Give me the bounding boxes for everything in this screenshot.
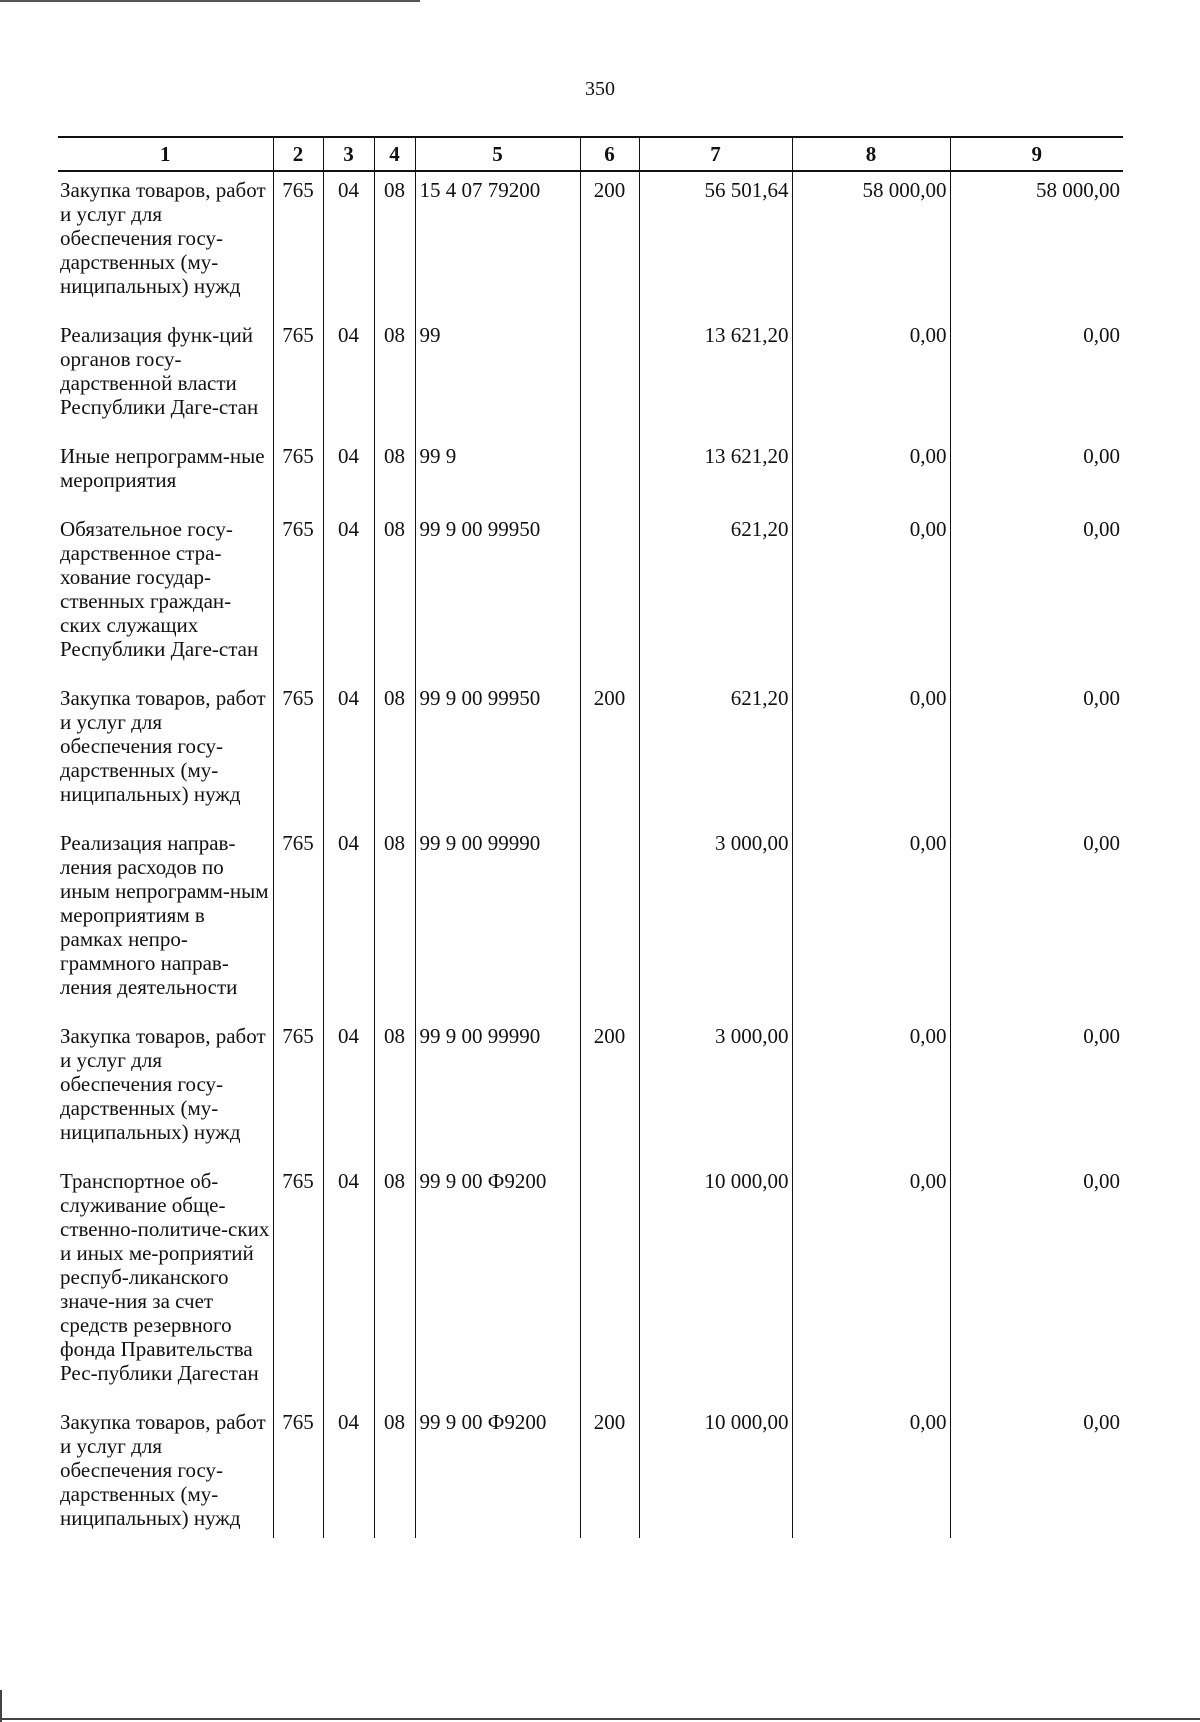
cell-subsection: 08 [374,317,415,438]
row-name: Обязательное госу-дарственное стра-хование государ-ственных граждан-ских служащих Республики Даге-стан [58,511,273,680]
scan-edge-left [0,1690,2,1722]
cell-target-item: 99 9 00 99950 [415,511,580,680]
cell-amount-8: 58 000,00 [792,171,950,317]
cell-amount-7: 621,20 [639,511,792,680]
col-header-4: 4 [374,137,415,171]
cell-section: 04 [323,511,374,680]
cell-target-item: 99 9 00 99990 [415,825,580,1018]
cell-ministry: 765 [273,1018,323,1163]
cell-ministry: 765 [273,438,323,511]
cell-amount-7: 3 000,00 [639,825,792,1018]
scan-edge-top [0,0,420,2]
cell-target-item: 99 [415,317,580,438]
cell-subsection: 08 [374,1404,415,1538]
cell-expense-type: 200 [580,1018,639,1163]
table-row [58,171,1123,317]
cell-expense-type [580,438,639,511]
row-name: Закупка товаров, работ и услуг для обеспечения госу-дарственных (му-ниципальных) нужд [58,680,273,825]
row-name: Иные непрограмм-ные мероприятия [58,438,273,511]
cell-ministry: 765 [273,511,323,680]
table-row [58,438,1123,511]
row-name: Реализация направ-ления расходов по иным непрограмм-ным мероприятиям в рамках непро-граммного направ-ления деятельности [58,825,273,1018]
cell-section: 04 [323,438,374,511]
cell-section: 04 [323,680,374,825]
table-row [58,1404,1123,1538]
cell-expense-type: 200 [580,171,639,317]
table-row [58,317,1123,438]
col-header-7: 7 [639,137,792,171]
cell-subsection: 08 [374,825,415,1018]
cell-amount-8: 0,00 [792,511,950,680]
cell-subsection: 08 [374,171,415,317]
col-header-3: 3 [323,137,374,171]
row-name: Закупка товаров, работ и услуг для обеспечения госу-дарственных (му-ниципальных) нужд [58,1404,273,1538]
cell-ministry: 765 [273,171,323,317]
cell-subsection: 08 [374,511,415,680]
cell-amount-9: 0,00 [950,511,1123,680]
cell-section: 04 [323,317,374,438]
table-row [58,680,1123,825]
table-row [58,825,1123,1018]
cell-subsection: 08 [374,1163,415,1404]
cell-target-item: 15 4 07 79200 [415,171,580,317]
cell-subsection: 08 [374,1018,415,1163]
col-header-5: 5 [415,137,580,171]
cell-amount-7: 10 000,00 [639,1404,792,1538]
cell-amount-9: 0,00 [950,1163,1123,1404]
col-header-9: 9 [950,137,1123,171]
cell-amount-9: 0,00 [950,1018,1123,1163]
cell-subsection: 08 [374,680,415,825]
cell-subsection: 08 [374,438,415,511]
budget-table [58,136,1123,1538]
cell-target-item: 99 9 [415,438,580,511]
cell-ministry: 765 [273,317,323,438]
cell-expense-type [580,511,639,680]
row-name: Реализация функ-ций органов госу-дарственной власти Республики Даге-стан [58,317,273,438]
cell-amount-9: 0,00 [950,680,1123,825]
cell-amount-7: 3 000,00 [639,1018,792,1163]
table-row [58,1018,1123,1163]
cell-section: 04 [323,1404,374,1538]
cell-expense-type [580,317,639,438]
table-row [58,511,1123,680]
header-row [58,137,1123,171]
cell-ministry: 765 [273,680,323,825]
cell-section: 04 [323,825,374,1018]
row-name: Транспортное об-служивание обще-ственно-политиче-ских и иных ме-роприятий респуб-ликанского значе-ния за счет средств резервного фонда Правительства Рес-публики Дагестан [58,1163,273,1404]
cell-amount-7: 10 000,00 [639,1163,792,1404]
cell-amount-9: 0,00 [950,1404,1123,1538]
cell-expense-type [580,1163,639,1404]
row-name: Закупка товаров, работ и услуг для обеспечения госу-дарственных (му-ниципальных) нужд [58,1018,273,1163]
table-row [58,1163,1123,1404]
cell-amount-9: 0,00 [950,438,1123,511]
cell-expense-type [580,825,639,1018]
cell-amount-7: 621,20 [639,680,792,825]
cell-target-item: 99 9 00 Ф9200 [415,1163,580,1404]
cell-amount-7: 13 621,20 [639,438,792,511]
row-name: Закупка товаров, работ и услуг для обеспечения госу-дарственных (му-ниципальных) нужд [58,171,273,317]
page-number: 350 [585,78,615,100]
cell-amount-9: 0,00 [950,317,1123,438]
cell-ministry: 765 [273,825,323,1018]
col-header-1: 1 [58,137,273,171]
cell-target-item: 99 9 00 99950 [415,680,580,825]
cell-target-item: 99 9 00 Ф9200 [415,1404,580,1538]
cell-amount-8: 0,00 [792,680,950,825]
col-header-2: 2 [273,137,323,171]
cell-amount-8: 0,00 [792,1404,950,1538]
col-header-6: 6 [580,137,639,171]
cell-amount-7: 56 501,64 [639,171,792,317]
cell-amount-8: 0,00 [792,1018,950,1163]
cell-amount-9: 58 000,00 [950,171,1123,317]
cell-section: 04 [323,171,374,317]
cell-amount-8: 0,00 [792,825,950,1018]
cell-expense-type: 200 [580,680,639,825]
scan-edge-bottom [0,1718,1200,1720]
cell-amount-8: 0,00 [792,317,950,438]
table-body [58,171,1123,1538]
cell-ministry: 765 [273,1404,323,1538]
cell-expense-type: 200 [580,1404,639,1538]
cell-amount-8: 0,00 [792,438,950,511]
cell-amount-8: 0,00 [792,1163,950,1404]
cell-section: 04 [323,1163,374,1404]
cell-amount-7: 13 621,20 [639,317,792,438]
cell-amount-9: 0,00 [950,825,1123,1018]
col-header-8: 8 [792,137,950,171]
cell-ministry: 765 [273,1163,323,1404]
cell-target-item: 99 9 00 99990 [415,1018,580,1163]
cell-section: 04 [323,1018,374,1163]
